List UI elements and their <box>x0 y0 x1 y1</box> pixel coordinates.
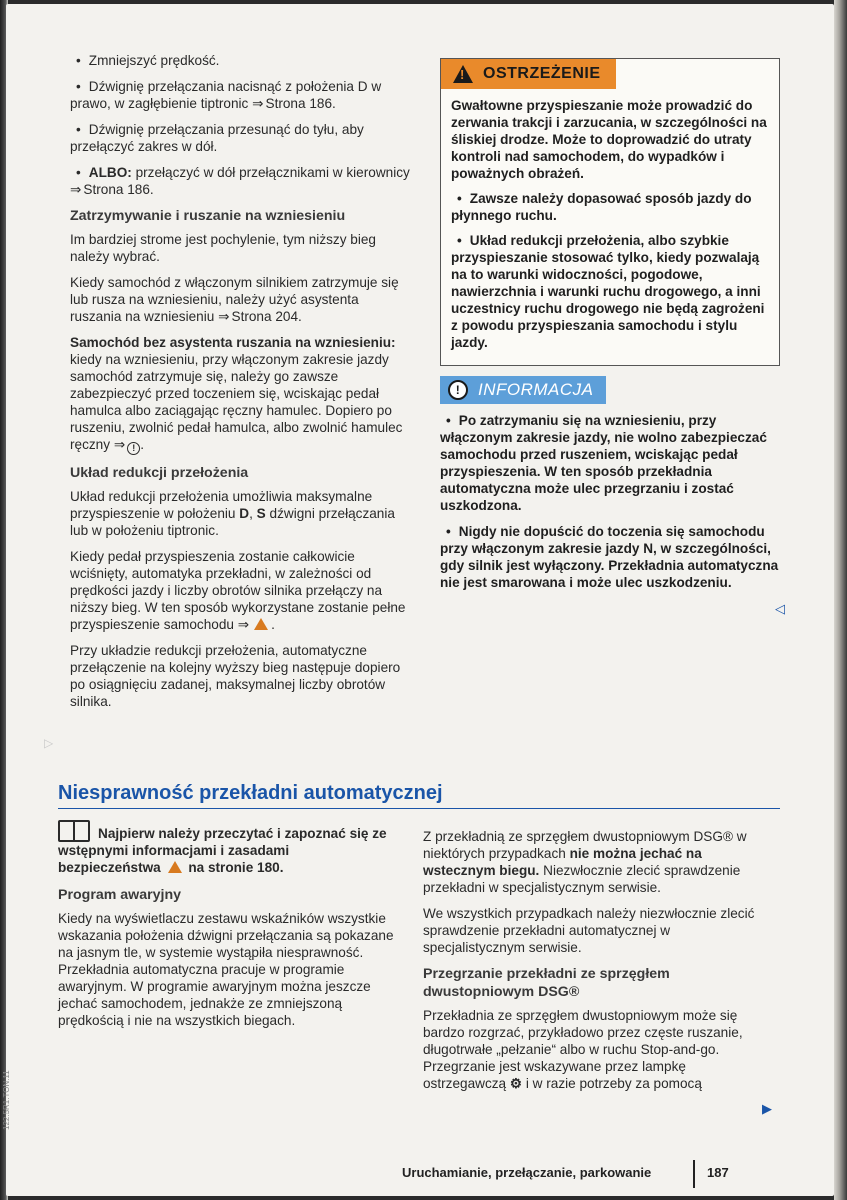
bullet-push-right: • Dźwignię przełączania nacisnąć z położenia D w prawo, w zagłębienie tiptronic ⇒ Strona 186. <box>70 78 410 112</box>
warning-body <box>441 89 779 365</box>
info-circle-icon[interactable]: ! <box>127 442 140 455</box>
lower-right-column <box>423 828 763 1101</box>
warning-title: OSTRZEŻENIE <box>483 65 601 82</box>
paragraph: Przekładnia ze sprzęgłem dwustopniowym może się bardzo rozgrzać, przykładowo przez częste ruszanie, długotrwałe „pełzanie“ albo w ruchu Stop-and-go. Przegrzanie jest wskazywane przez lampkę ostrzegawczą ⚙ i w razie potrzeby za pomocą <box>423 1008 743 1091</box>
page-edge <box>834 0 847 1200</box>
faint-continue-icon: ▷ <box>44 736 54 750</box>
read-first-note: Najpierw należy przeczytać i zapoznać się ze wstępnymi informacjami i zasadami bezpieczeństwa na stronie 180. <box>58 820 394 876</box>
info-body <box>440 412 780 600</box>
footer-divider <box>693 1160 695 1188</box>
info-header <box>440 376 606 404</box>
bullet-slow-down: • Zmniejszyć prędkość. <box>70 52 410 69</box>
heading-emergency-program: Program awaryjny <box>58 887 182 903</box>
info-circle-icon: ! <box>448 380 468 400</box>
info-title: INFORMACJA <box>478 380 594 399</box>
paragraph: Z przekładnią ze sprzęgłem dwustopniowym DSG® w niektórych przypadkach nie można jechać na wstecznym biegu. Niezwłocznie zlecić sprawdzenie przekładni w specjalistycznym serwisie. <box>423 829 747 895</box>
gearbox-lamp-icon: ⚙ <box>509 1076 523 1091</box>
heading-kickdown: Układ redukcji przełożenia <box>70 465 249 481</box>
warning-ref-arrow <box>238 617 251 632</box>
info-ref-arrow <box>114 437 127 452</box>
left-column <box>70 52 410 719</box>
warning-bullet: • Zawsze należy dopasować sposób jazdy do płynnego ruchu. <box>451 190 769 224</box>
warning-box <box>440 58 780 366</box>
paragraph: Kiedy pedał przyspieszenia zostanie całkowicie wciśnięty, automatyka przekładni, w zależności od prędkości jazdy i liczby obrotów silnika przełączy na niższy bieg. W ten sposób wykorzystane zostanie pełne przyspieszenie samochodu ⇒ . <box>70 548 410 633</box>
end-of-section-icon: ◁ <box>775 601 785 616</box>
paragraph: Im bardziej strome jest pochylenie, tym niższy bieg należy wybrać. <box>70 232 376 264</box>
lower-left-column <box>58 820 394 1038</box>
warning-bullet: • Układ redukcji przełożenia, albo szybkie przyspieszanie stosować tylko, kiedy pozwalają na to warunki widoczności, pogodowe, nawierzchnia i warunki ruchu drogowego, a inni uczestnicy ruchu drogowego nie będą zagrożeni z powodu przyspieszania samochodu i stylu jazdy. <box>451 232 769 351</box>
info-bullet: • Po zatrzymaniu się na wzniesieniu, przy włączonym zakresie jazdy, nie wolno zabezpieczać samochodu przed ruszeniem, wciskając pedał przyspieszenia. W ten sposób przekładnia automatyczna może ulec przegrzaniu i zostać uszkodzona. <box>440 412 780 514</box>
print-code: 122.5R1.TON.11 <box>2 1070 11 1130</box>
book-icon <box>58 820 90 842</box>
warning-header <box>441 59 616 89</box>
continue-next-page-icon[interactable]: ▶ <box>762 1101 772 1116</box>
paragraph: We wszystkich przypadkach należy niezwłocznie zlecić sprawdzenie przekładni automatycznej w specjalistycznym serwisie. <box>423 906 755 955</box>
warning-triangle-icon <box>168 861 182 873</box>
paragraph: Układ redukcji przełożenia umożliwia maksymalne przyspieszenie w położeniu D, S dźwigni przełączania lub w położeniu tiptronic. <box>70 489 395 538</box>
paragraph: Kiedy na wyświetlaczu zestawu wskaźników wszystkie wskazania położenia dźwigni przełączania są pokazane na jasnym tle, w systemie wystąpiła niesprawność. Przekładnia automatyczna pracuje w programie awaryjnym. W programie awaryjnym można jeszcze jechać samochodem, jednakże ze zmniejszoną prędkością i nie na wszystkich biegach. <box>58 911 394 1028</box>
info-bullet: • Nigdy nie dopuścić do toczenia się samochodu przy włączonym zakresie jazdy N, w szczególności, gdy silnik jest wyłączony. Przekładnia automatyczna nie jest smarowana i może ulec uszkodzeniu. <box>440 523 780 591</box>
bullet-paddles: • ALBO: przełączyć w dół przełącznikami w kierownicy ⇒ Strona 186. <box>70 164 410 198</box>
warning-paragraph: Gwałtowne przyspieszanie może prowadzić do zerwania trakcji i zarzucania, w szczególności na śliskiej drodze. Może to doprowadzić do utraty kontroli nad samochodem, do wypadków i poważnych obrażeń. <box>451 98 767 181</box>
paragraph: Samochód bez asystenta ruszania na wzniesieniu: kiedy na wzniesieniu, przy włączonym zakresie jazdy samochód zatrzymuje się, należy go zawsze zabezpieczyć przed toczeniem się, wciskając pedał hamulca albo zaciągając ręczny hamulec. Dopiero po ruszeniu, zwolnić pedał hamulca, albo zwolnić hamulec ręczny ⇒ ! . <box>70 334 410 455</box>
heading-dsg-overheat: Przegrzanie przekładni ze sprzęgłem dwustopniowym DSG® <box>423 966 670 1000</box>
footer-chapter-title: Uruchamianie, przełączanie, parkowanie <box>402 1165 652 1180</box>
paragraph: Przy układzie redukcji przełożenia, automatyczne przełączenie na kolejny wyższy bieg następuje dopiero po osiągnięciu zadanej, maksymalnej liczby obrotów silnika. <box>70 643 401 709</box>
heading-hill: Zatrzymywanie i ruszanie na wzniesieniu <box>70 208 346 224</box>
page-ref-link[interactable]: ⇒ Strona 204. <box>218 309 302 324</box>
warning-triangle-icon[interactable] <box>254 618 268 630</box>
page-number: 187 <box>707 1165 729 1180</box>
warning-triangle-icon <box>453 65 473 83</box>
paragraph: Kiedy samochód z włączonym silnikiem zatrzymuje się lub rusza na wzniesieniu, należy użyć asystenta ruszania na wzniesieniu ⇒ Strona 204. <box>70 274 410 325</box>
page-ref-link[interactable]: ⇒ Strona 186. <box>70 182 154 197</box>
bullet-push-back: • Dźwignię przełączania przesunąć do tyłu, aby przełączyć zakres w dół. <box>70 121 410 155</box>
page-ref-link[interactable]: ⇒ Strona 186. <box>252 96 336 111</box>
section-title: Niesprawność przekładni automatycznej <box>58 780 780 809</box>
